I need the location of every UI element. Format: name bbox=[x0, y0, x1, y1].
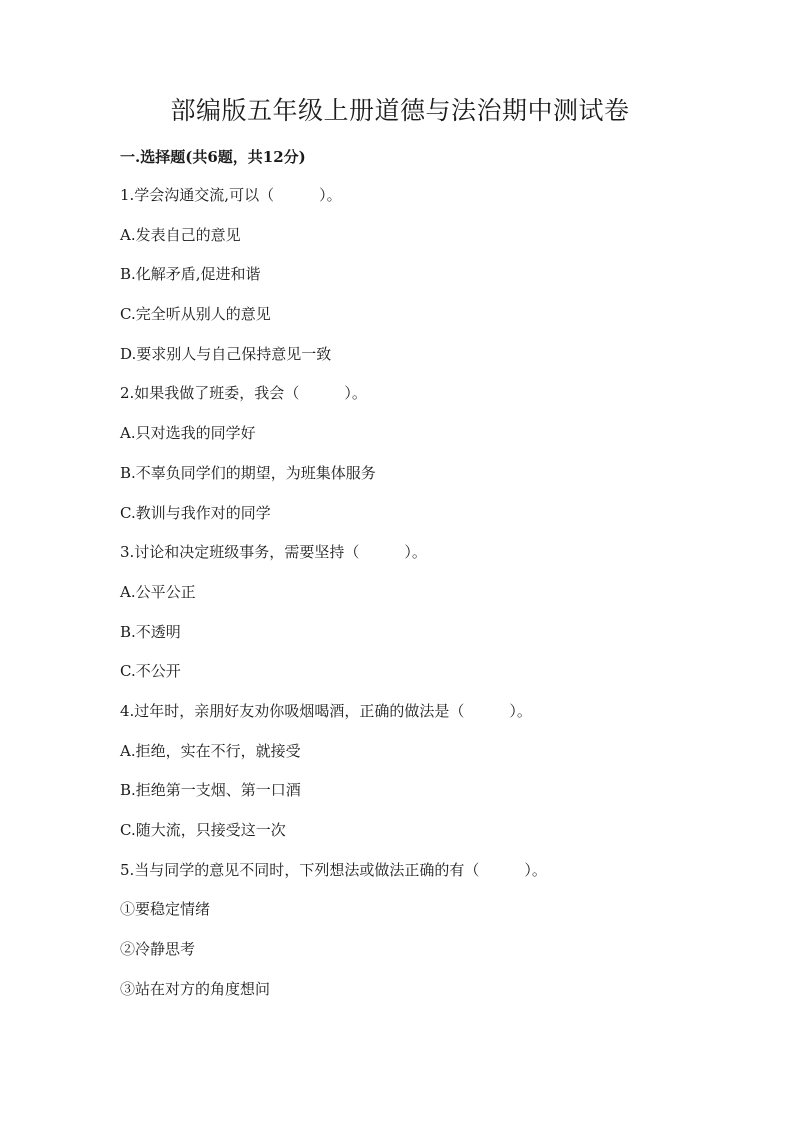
question-2-stem: 2.如果我做了班委，我会（ ）。 bbox=[120, 384, 367, 403]
question-3-option-a: A.公平公正 bbox=[120, 582, 196, 601]
question-2-option-c: C.教训与我作对的同学 bbox=[120, 503, 271, 522]
question-list bbox=[120, 184, 740, 1017]
question-1-option-d: D.要求别人与自己保持意见一致 bbox=[120, 344, 332, 363]
question-5-item-1: ①要稳定情绪 bbox=[120, 900, 211, 919]
question-2-option-a: A.只对选我的同学好 bbox=[120, 424, 256, 443]
page-title: 部编版五年级上册道德与法治期中测试卷 bbox=[170, 96, 630, 125]
question-5-stem: 5.当与同学的意见不同时，下列想法或做法正确的有（ ）。 bbox=[120, 860, 547, 879]
question-1-stem: 1.学会沟通交流,可以（ ）。 bbox=[120, 186, 342, 204]
question-4-option-c: C.随大流，只接受这一次 bbox=[120, 821, 286, 839]
question-2-option-b: B.不辜负同学们的期望，为班集体服务 bbox=[120, 463, 376, 482]
question-3-option-c: C.不公开 bbox=[120, 662, 181, 681]
question-1-option-b: B.化解矛盾,促进和谐 bbox=[120, 265, 261, 284]
question-1-option-a: A.发表自己的意见 bbox=[120, 225, 241, 244]
question-4-option-a: A.拒绝，实在不行，就接受 bbox=[120, 741, 301, 760]
question-1-option-c: C.完全听从别人的意见 bbox=[120, 305, 271, 324]
question-4-stem: 4.过年时，亲朋好友劝你吸烟喝酒，正确的做法是（ ）。 bbox=[120, 701, 532, 720]
question-4-option-b: B.拒绝第一支烟、第一口酒 bbox=[120, 781, 301, 800]
question-5-item-3: ③站在对方的角度想问 bbox=[120, 979, 271, 998]
question-3-stem: 3.讨论和决定班级事务，需要坚持（ ）。 bbox=[120, 543, 427, 562]
question-3-option-b: B.不透明 bbox=[120, 622, 181, 641]
section-header: 一.选择题(共6题，共12分) bbox=[120, 148, 306, 166]
question-5-item-2: ②冷静思考 bbox=[120, 940, 196, 959]
